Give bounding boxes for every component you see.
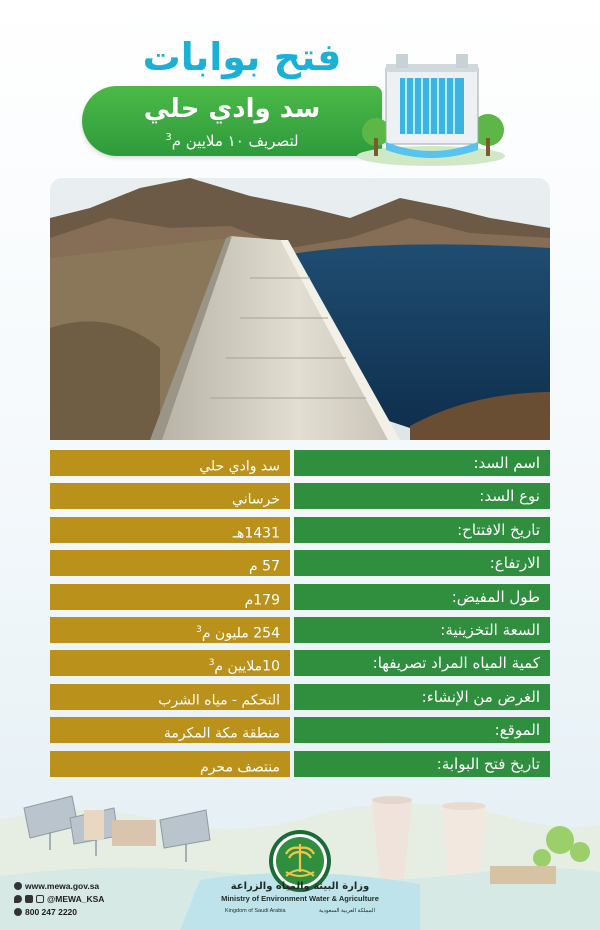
phone-text[interactable]: 800 247 2220 bbox=[25, 907, 77, 917]
value-cell: التحكم - مياه الشرب bbox=[50, 684, 290, 710]
social-line[interactable] bbox=[14, 893, 174, 905]
value-cell: 254 مليون م$^3$ bbox=[50, 617, 290, 643]
twitter-icon[interactable] bbox=[14, 895, 22, 903]
phone-icon bbox=[14, 908, 22, 916]
value-cell: منتصف محرم bbox=[50, 751, 290, 777]
dam-photo bbox=[50, 178, 550, 440]
headline: فتح بوابات bbox=[142, 35, 342, 79]
label-cell: تاريخ الافتتاح: bbox=[294, 517, 550, 543]
table-row bbox=[50, 584, 550, 610]
ministry-name-en: Ministry of Environment Water & Agriculture bbox=[221, 894, 379, 903]
table-row bbox=[50, 617, 550, 643]
kingdom-en: Kingdom of Saudi Arabia bbox=[225, 908, 286, 914]
label-cell: الارتفاع: bbox=[294, 550, 550, 576]
table-row bbox=[50, 450, 550, 476]
label-cell: كمية المياه المراد تصريفها: bbox=[294, 650, 550, 676]
label-cell: الغرض من الإنشاء: bbox=[294, 684, 550, 710]
kingdom-ar: المملكة العربية السعودية bbox=[319, 908, 375, 914]
label-cell: الموقع: bbox=[294, 717, 550, 743]
table-row bbox=[50, 650, 550, 676]
ministry-kingdom bbox=[225, 907, 375, 915]
table-row bbox=[50, 550, 550, 576]
table-row bbox=[50, 751, 550, 777]
value-cell: 1431هـ bbox=[50, 517, 290, 543]
label-cell: السعة التخزينية: bbox=[294, 617, 550, 643]
value-cell: سد وادي حلي bbox=[50, 450, 290, 476]
social-handle[interactable]: @MEWA_KSA bbox=[47, 894, 105, 904]
value-cell: 179م bbox=[50, 584, 290, 610]
ministry-name-ar: وزارة البيئة والمياه والزراعة bbox=[230, 881, 370, 892]
ministry-block bbox=[200, 880, 400, 915]
label-cell: تاريخ فتح البوابة: bbox=[294, 751, 550, 777]
value-cell: 10ملايين م$^3$ bbox=[50, 650, 290, 676]
website-line[interactable] bbox=[14, 880, 174, 892]
discharge-text: لتصريف ١٠ ملايين م bbox=[171, 132, 299, 150]
website-text[interactable]: www.mewa.gov.sa bbox=[25, 881, 100, 891]
value-cell: منطقة مكة المكرمة bbox=[50, 717, 290, 743]
table-row bbox=[50, 717, 550, 743]
label-cell: نوع السد: bbox=[294, 483, 550, 509]
dam-illustration bbox=[356, 38, 506, 166]
phone-line[interactable] bbox=[14, 906, 174, 918]
instagram-icon[interactable] bbox=[36, 895, 44, 903]
table-row bbox=[50, 684, 550, 710]
facebook-icon[interactable] bbox=[25, 895, 33, 903]
table-row bbox=[50, 517, 550, 543]
label-cell: طول المفيض: bbox=[294, 584, 550, 610]
label-cell: اسم السد: bbox=[294, 450, 550, 476]
dam-info-table bbox=[50, 450, 550, 784]
table-row bbox=[50, 483, 550, 509]
banner-dam-name: سد وادي حلي bbox=[143, 94, 321, 124]
value-cell: خرساني bbox=[50, 483, 290, 509]
contacts bbox=[14, 880, 174, 919]
discharge-unit-sup: 3 bbox=[165, 132, 172, 143]
dam-banner bbox=[82, 86, 382, 156]
web-icon bbox=[14, 882, 22, 890]
banner-discharge bbox=[82, 126, 382, 153]
value-cell: 57 م bbox=[50, 550, 290, 576]
